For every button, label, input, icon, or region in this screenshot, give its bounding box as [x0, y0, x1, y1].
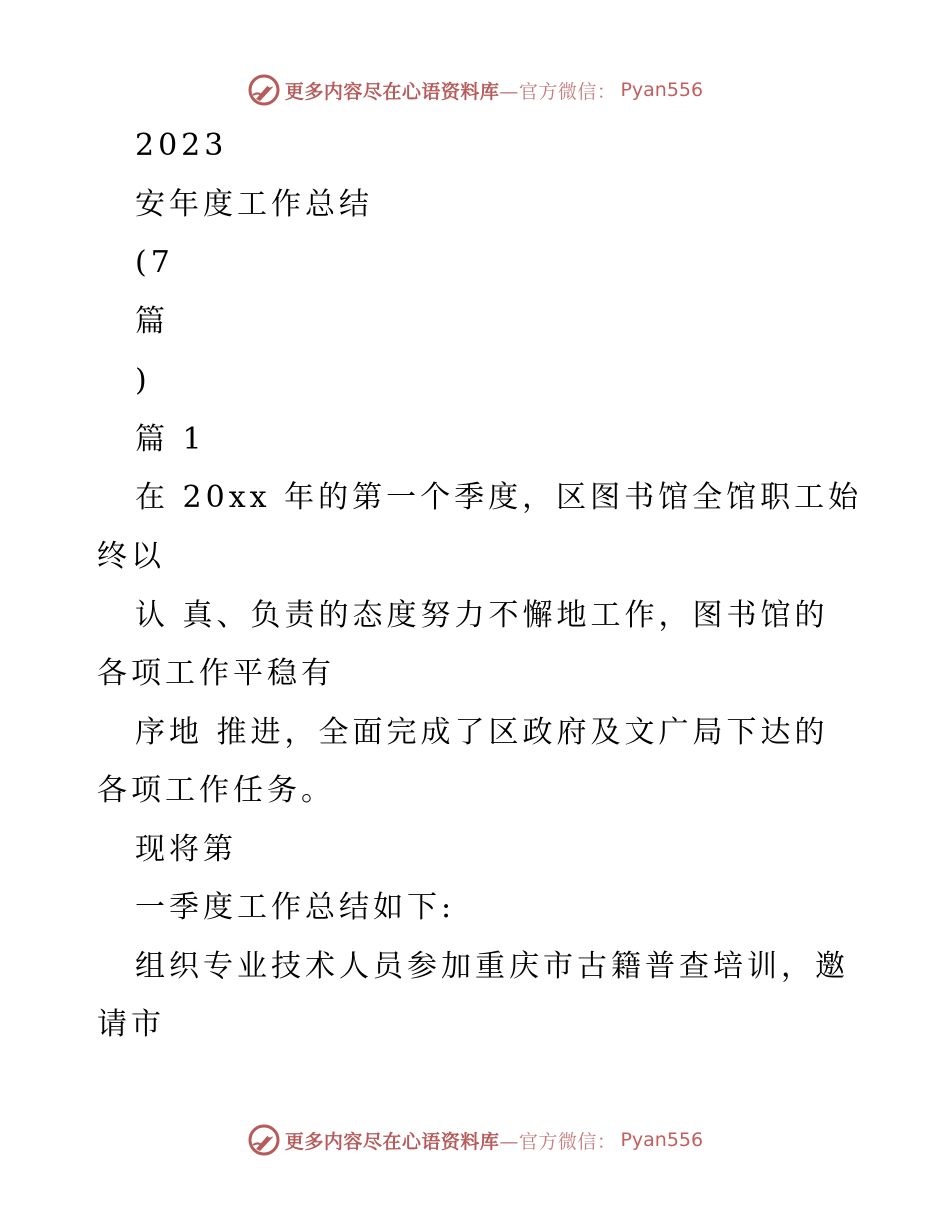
watermark-text: 更多内容尽在心语资料库 [284, 1130, 500, 1153]
watermark-suffix: —官方微信： [499, 80, 617, 103]
doc-line: 在 20xx 年的第一个季度，区图书馆全馆职工始 [135, 480, 863, 515]
doc-line: (7 [135, 245, 174, 280]
watermark-handle: Pyan556 [620, 79, 704, 101]
watermark-text: 更多内容尽在心语资料库 [284, 80, 500, 103]
doc-line: 认 真、负责的态度努力不懈地工作，图书馆的 [135, 598, 829, 633]
doc-line: ) [135, 363, 151, 398]
doc-line: 各项工作任务。 [97, 773, 335, 808]
doc-line: 安年度工作总结 [135, 187, 373, 222]
doc-line: 一季度工作总结如下: [135, 890, 456, 925]
doc-line: 篇 1 [135, 422, 206, 457]
doc-line: 序地 推进，全面完成了区政府及文广局下达的 [135, 715, 829, 750]
doc-line: 篇 [135, 304, 169, 339]
header-watermark [0, 72, 950, 108]
footer-watermark [0, 1122, 950, 1158]
doc-line: 各项工作平稳有 [97, 656, 335, 691]
doc-line: 2023 [135, 128, 228, 163]
doc-line: 请市 [97, 1007, 165, 1042]
doc-line: 终以 [97, 539, 165, 574]
pen-nib-logo-icon [247, 73, 281, 107]
watermark-suffix: —官方微信： [499, 1130, 617, 1153]
pen-nib-logo-icon [247, 1123, 281, 1157]
doc-line: 组织专业技术人员参加重庆市古籍普查培训，邀 [135, 949, 849, 984]
watermark-handle: Pyan556 [620, 1129, 704, 1151]
doc-line: 现将第 [135, 832, 237, 867]
